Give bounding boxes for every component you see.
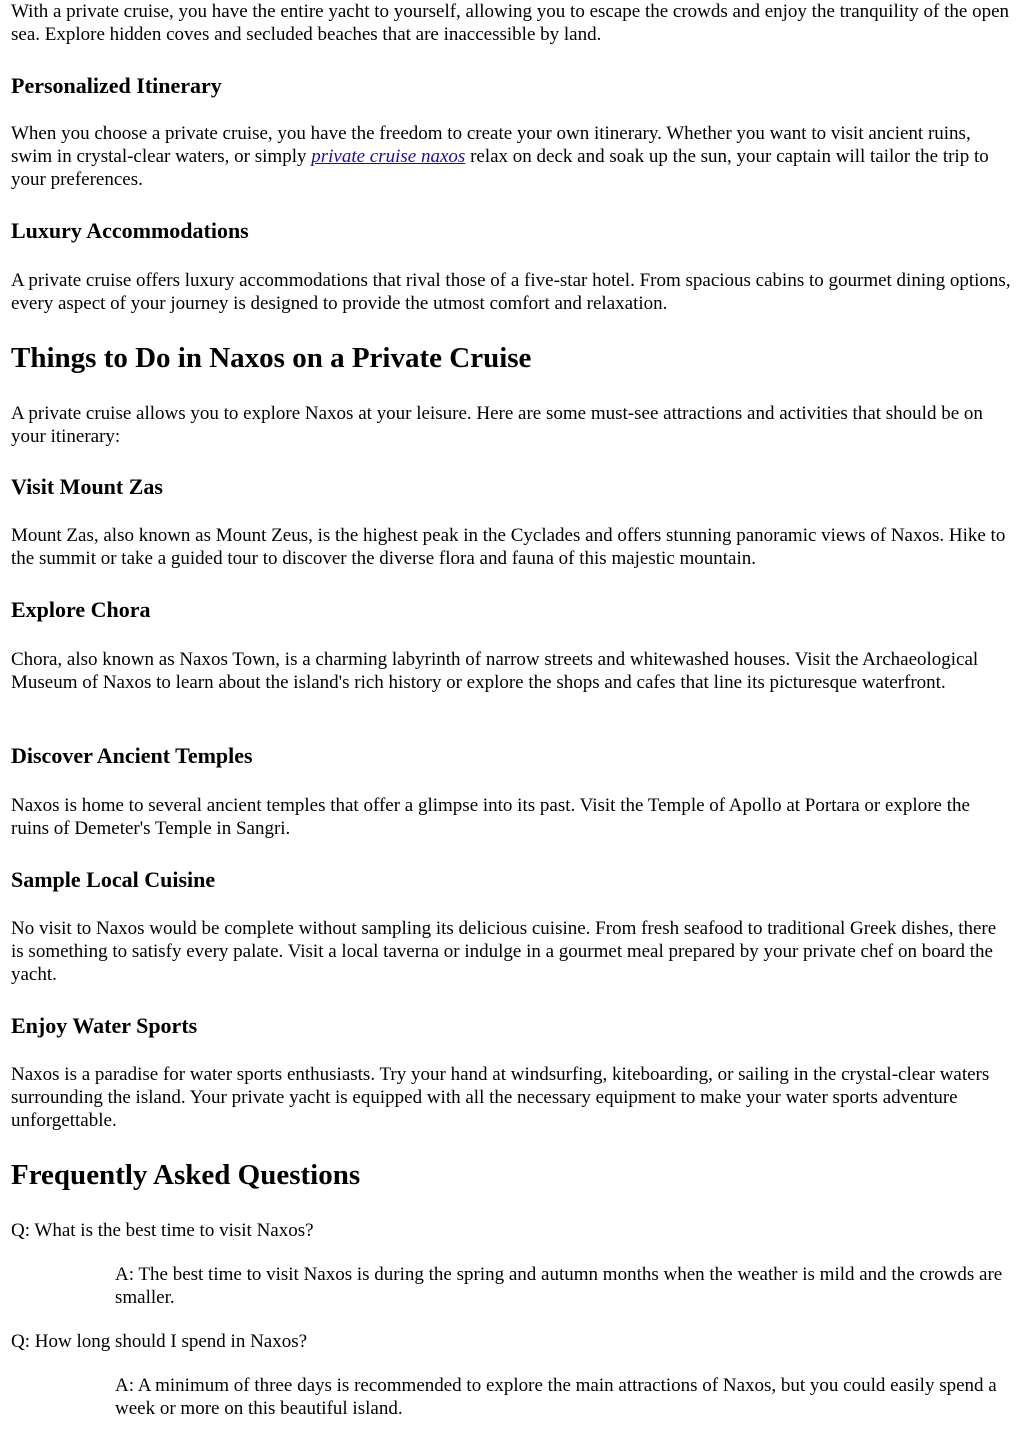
- temples-paragraph: Naxos is home to several ancient temples that offer a glimpse into its past. Visit the Temple of Apollo at Portara or explore the ruins of Demeter's Temple in Sangri.: [11, 795, 970, 839]
- heading-explore-chora: Explore Chora: [11, 597, 151, 622]
- faq-answer: A: A minimum of three days is recommended to explore the main attractions of Naxos, but you could easily spend a week or more on this beautiful island.: [115, 1375, 997, 1419]
- itinerary-text-after-link: relax on deck and soak up the sun, your captain will tailor the trip to your preferences.: [11, 146, 989, 190]
- heading-luxury-accommodations: Luxury Accommodations: [11, 218, 249, 243]
- things-to-do-paragraph: A private cruise allows you to explore Naxos at your leisure. Here are some must-see attractions and activities that should be on your itinerary:: [11, 403, 983, 447]
- heading-frequently-asked-questions: Frequently Asked Questions: [11, 1159, 361, 1191]
- faq-answer: A: The best time to visit Naxos is during the spring and autumn months when the weather is mild and the crowds are smaller.: [115, 1264, 1003, 1308]
- heading-things-to-do: Things to Do in Naxos on a Private Cruise: [11, 342, 532, 374]
- heading-enjoy-water-sports: Enjoy Water Sports: [11, 1013, 198, 1038]
- itinerary-text-before-link: When you choose a private cruise, you have the freedom to create your own itinerary. Whether you want to visit ancient ruins, swim in crystal-clear waters, or simply: [11, 123, 971, 167]
- intro-paragraph: With a private cruise, you have the entire yacht to yourself, allowing you to escape the crowds and enjoy the tranquility of the open sea. Explore hidden coves and secluded beaches that are inaccessible by land.: [11, 1, 1010, 45]
- faq-question: Q: What is the best time to visit Naxos?: [11, 1220, 314, 1241]
- cuisine-paragraph: No visit to Naxos would be complete without sampling its delicious cuisine. From fresh seafood to traditional Greek dishes, there is something to satisfy every palate. Visit a local taverna or indulge in a gourmet meal prepared by your private chef on board the yacht.: [11, 918, 997, 985]
- water-sports-paragraph: Naxos is a paradise for water sports enthusiasts. Try your hand at windsurfing, kiteboarding, or sailing in the crystal-clear waters surrounding the island. Your private yacht is equipped with all the necessary equipment to make your water sports adventure unforgettable.: [11, 1064, 990, 1131]
- heading-personalized-itinerary: Personalized Itinerary: [11, 73, 222, 98]
- heading-discover-ancient-temples: Discover Ancient Temples: [11, 743, 253, 768]
- accommodations-paragraph: A private cruise offers luxury accommodations that rival those of a five-star hotel. From spacious cabins to gourmet dining options, every aspect of your journey is designed to provide the utmost comfort and relaxation.: [11, 270, 1011, 314]
- mount-zas-paragraph: Mount Zas, also known as Mount Zeus, is the highest peak in the Cyclades and offers stunning panoramic views of Naxos. Hike to the summit or take a guided tour to discover the diverse flora and fauna of this majestic mountain.: [11, 525, 1006, 569]
- chora-paragraph: Chora, also known as Naxos Town, is a charming labyrinth of narrow streets and whitewashed houses. Visit the Archaeological Museum of Naxos to learn about the island's rich history or explore the shops and cafes that line its picturesque waterfront.: [11, 649, 979, 693]
- private-cruise-naxos-link[interactable]: private cruise naxos: [311, 146, 466, 167]
- heading-visit-mount-zas: Visit Mount Zas: [11, 474, 163, 499]
- heading-sample-local-cuisine: Sample Local Cuisine: [11, 867, 216, 892]
- itinerary-paragraph: [11, 122, 1011, 191]
- faq-question: Q: How long should I spend in Naxos?: [11, 1331, 308, 1352]
